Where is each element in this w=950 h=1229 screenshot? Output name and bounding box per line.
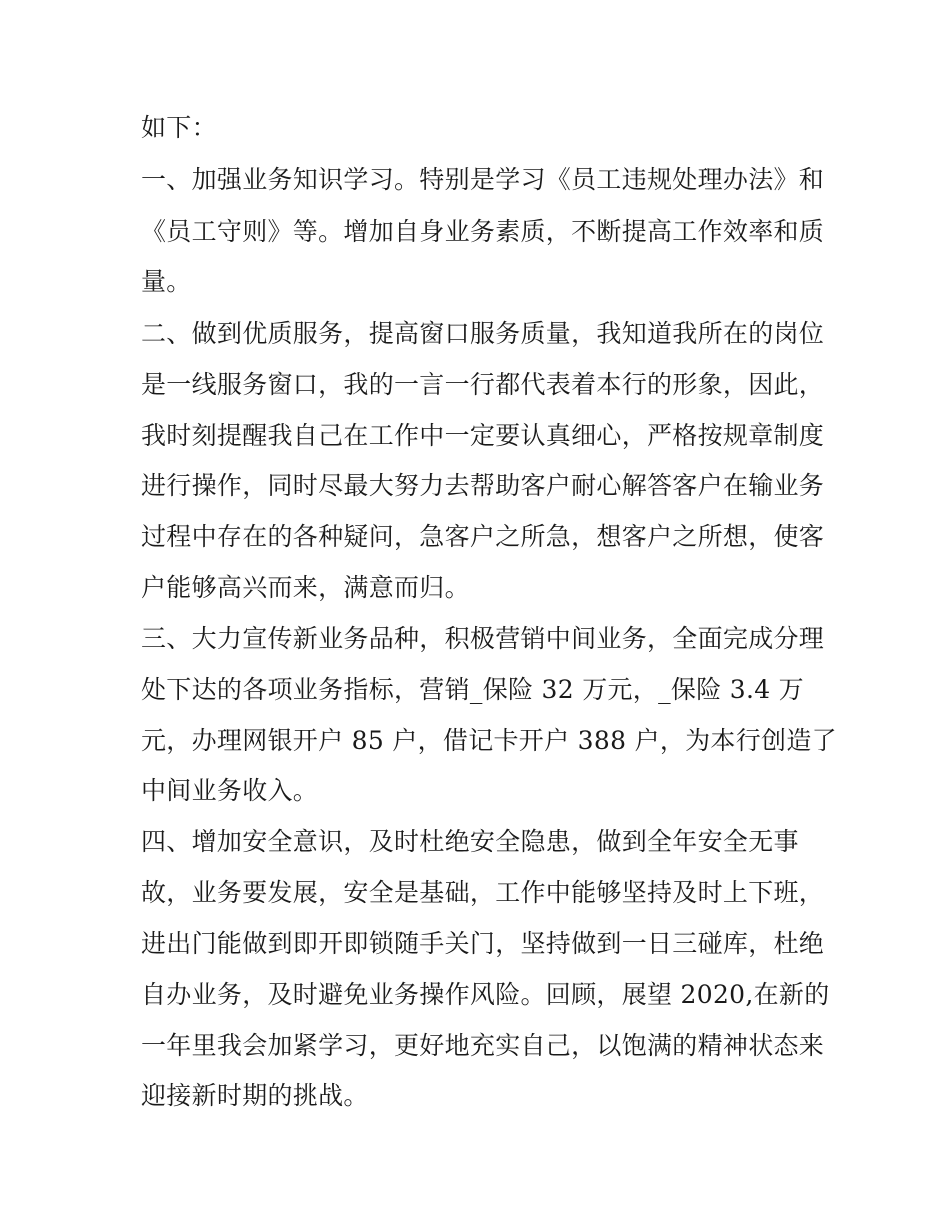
text-line: 是一线服务窗口，我的一言一行都代表着本行的形象，因此， xyxy=(141,370,825,399)
text-line: 中间业务收入。 xyxy=(141,776,319,805)
text-line: 如下： xyxy=(141,113,217,142)
text-line: 四、增加安全意识，及时杜绝安全隐患，做到全年安全无事 xyxy=(141,827,799,856)
text-line: 我时刻提醒我自己在工作中一定要认真细心，严格按规章制度 xyxy=(141,421,825,450)
text-line: 过程中存在的各种疑问，急客户之所急，想客户之所想，使客 xyxy=(141,522,825,551)
text-line: 一、加强业务知识学习。特别是学习《员工违规处理办法》和 xyxy=(141,165,825,194)
text-line: 自办业务，及时避免业务操作风险。回顾，展望 2020,在新的 xyxy=(141,980,830,1009)
text-line: 《员工守则》等。增加自身业务素质，不断提高工作效率和质 xyxy=(141,217,825,246)
text-line: 进行操作，同时尽最大努力去帮助客户耐心解答客户在输业务 xyxy=(141,471,825,500)
text-line: 一年里我会加紧学习，更好地充实自己，以饱满的精神状态来 xyxy=(141,1031,825,1060)
text-line: 进出门能做到即开即锁随手关门，坚持做到一日三碰库，杜绝 xyxy=(141,929,825,958)
text-line: 量。 xyxy=(141,267,192,296)
text-line: 处下达的各项业务指标，营销_保险 32 万元，_保险 3.4 万 xyxy=(141,675,804,704)
text-line: 三、大力宣传新业务品种，积极营销中间业务，全面完成分理 xyxy=(141,624,825,653)
text-line: 二、做到优质服务，提高窗口服务质量，我知道我所在的岗位 xyxy=(141,319,825,348)
text-line: 元，办理网银开户 85 户，借记卡开户 388 户，为本行创造了 xyxy=(141,726,837,755)
text-line: 故，业务要发展，安全是基础，工作中能够坚持及时上下班， xyxy=(141,878,825,907)
text-line: 迎接新时期的挑战。 xyxy=(141,1081,369,1110)
text-line: 户能够高兴而来，满意而归。 xyxy=(141,573,470,602)
